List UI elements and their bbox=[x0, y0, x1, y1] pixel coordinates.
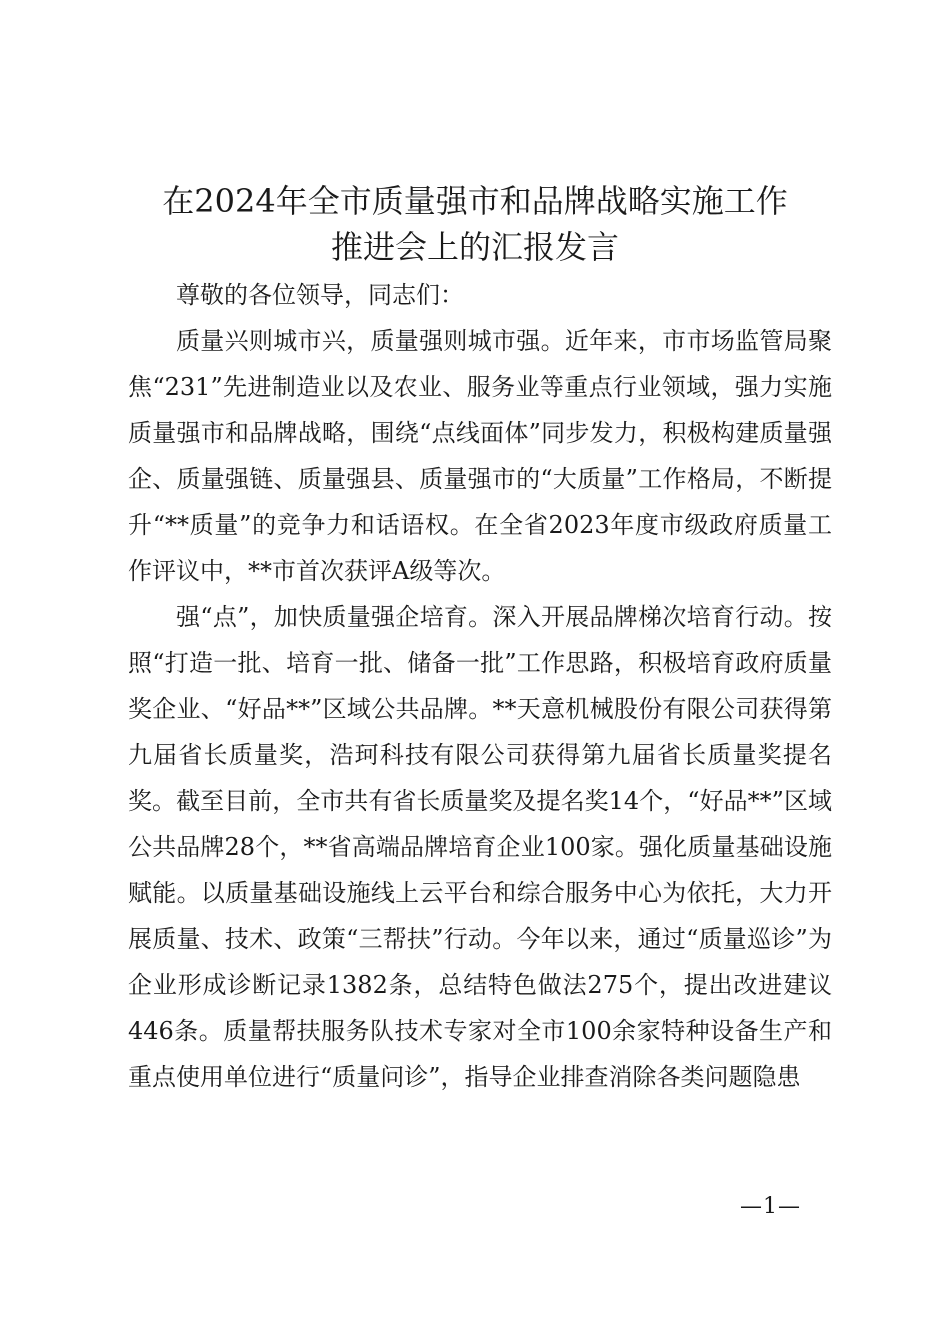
page-number: —1— bbox=[740, 1194, 801, 1219]
document-title-line-2: 推进会上的汇报发言 bbox=[330, 228, 619, 266]
document-title-line-1: 在2024年全市质量强市和品牌战略实施工作 bbox=[162, 182, 788, 220]
document-body bbox=[128, 272, 832, 1100]
paragraph-strengthen-point: 强“点”，加快质量强企培育。深入开展品牌梯次培育行动。按照“打造一批、培育一批、储备一批”工作思路，积极培育政府质量奖企业、“好品**”区域公共品牌。**天意机械股份有限公司获得第九届省长质量奖，浩珂科技有限公司获得第九届省长质量奖提名奖。截至目前，全市共有省长质量奖及提名奖14个，“好品**”区域公共品牌28个，**省高端品牌培育企业100家。强化质量基础设施赋能。以质量基础设施线上云平台和综合服务中心为依托，大力开展质量、技术、政策“三帮扶”行动。今年以来，通过“质量巡诊”为企业形成诊断记录1382条，总结特色做法275个，提出改进建议446条。质量帮扶服务队技术专家对全市100余家特种设备生产和重点使用单位进行“质量问诊”，指导企业排查消除各类问题隐患 bbox=[128, 603, 832, 1091]
salutation: 尊敬的各位领导，同志们： bbox=[176, 281, 464, 309]
paragraph-intro: 质量兴则城市兴，质量强则城市强。近年来，市市场监管局聚焦“231”先进制造业以及农业、服务业等重点行业领域，强力实施质量强市和品牌战略，围绕“点线面体”同步发力，积极构建质量强企、质量强链、质量强县、质量强市的“大质量”工作格局，不断提升“**质量”的竞争力和话语权。在全省2023年度市级政府质量工作评议中，**市首次获评A级等次。 bbox=[128, 327, 832, 585]
